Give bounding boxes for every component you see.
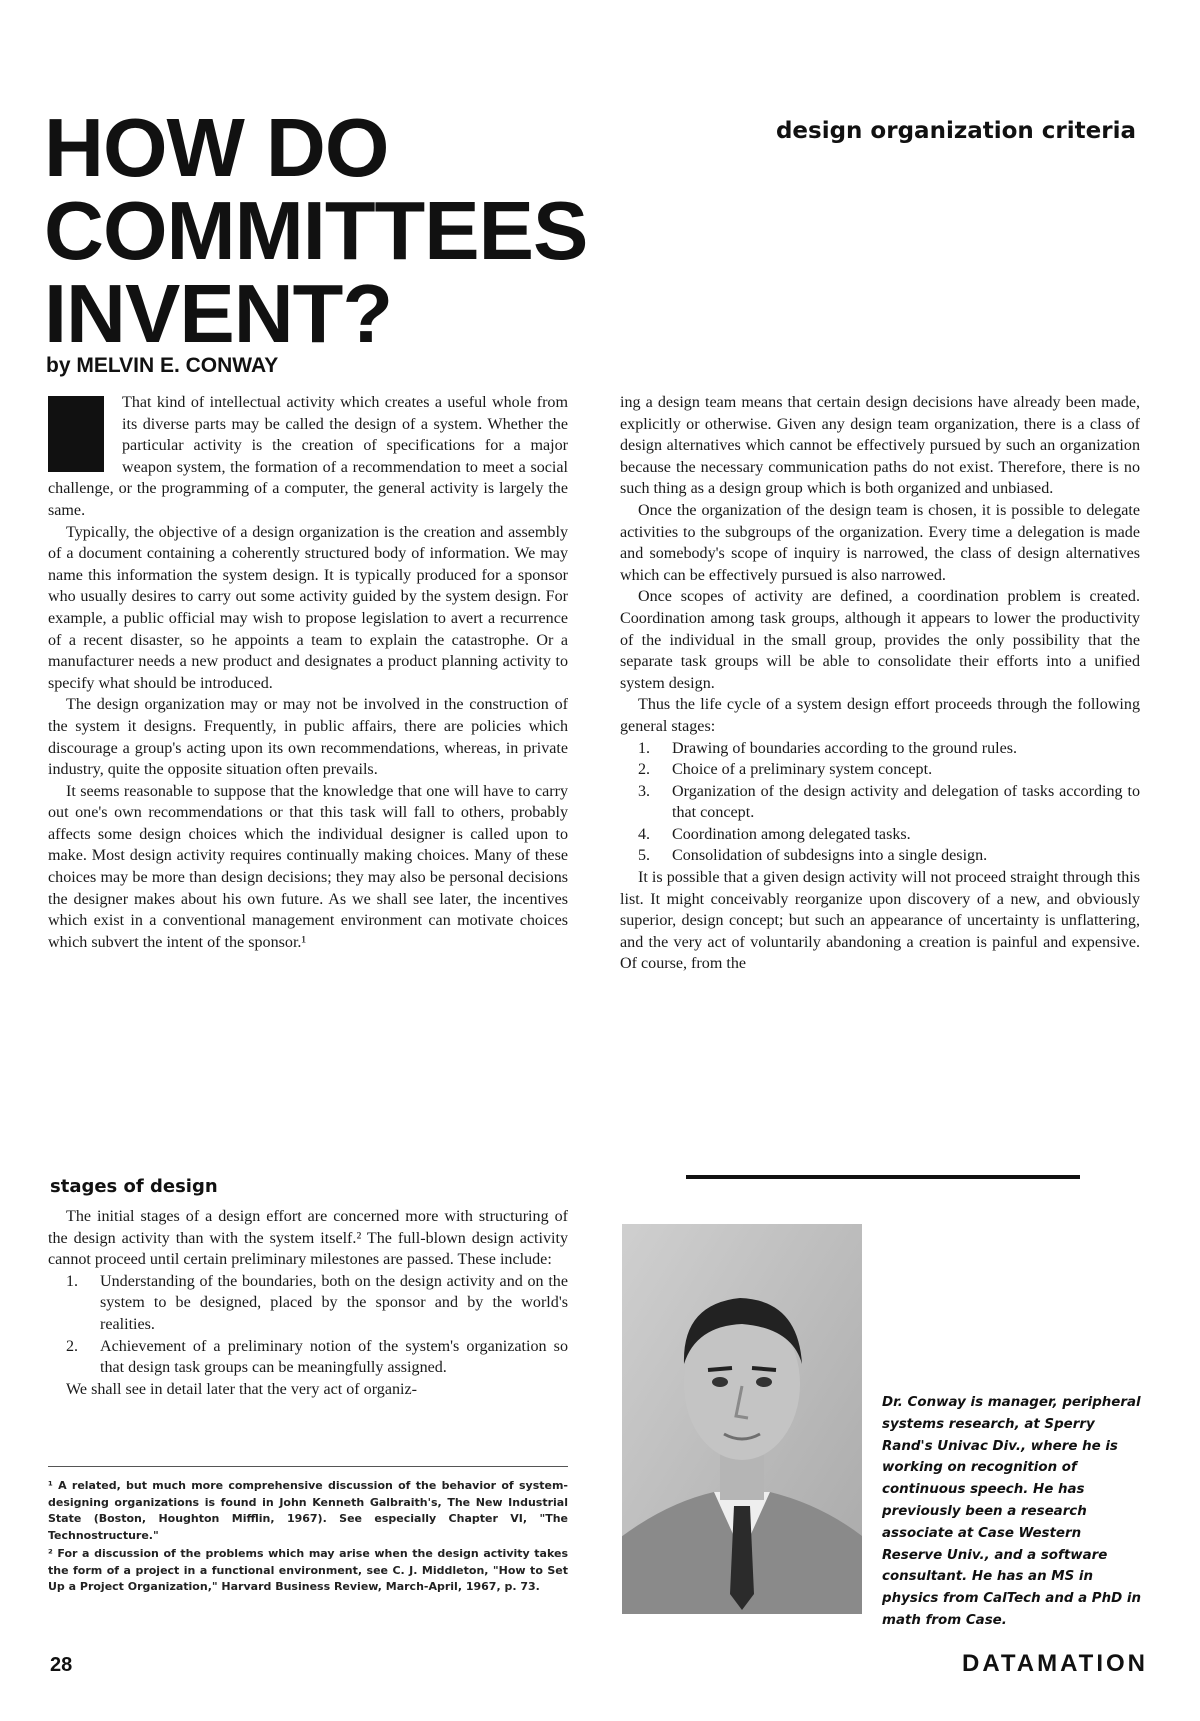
article-title	[44, 101, 644, 360]
page-number: 28	[50, 1654, 73, 1676]
author-bio-caption: Dr. Conway is manager, peripheral systems research, at Sperry Rand's Univac Div., where he is working on recognition of continuous speech. He has previously been a research associate at Case Western Reserve Univ., and a software consultant. He has an MS in physics from CalTech and a PhD in math from Case.	[882, 1395, 1142, 1628]
paragraph: It seems reasonable to suppose that the knowledge that one will have to carry out one's own recommendations or that this task will fall to others, probably affects some design choices which the individual designer is called upon to make. Most design activity requires continually making choices. Many of these choices may be more than design decisions; they may also be personal decisions the designer makes about his own future. As we shall see later, the incentives which exist in a conventional management environment can motivate choices which subvert the intent of the sponsor.¹	[48, 782, 568, 951]
paragraph: Once scopes of activity are defined, a coordination problem is created. Coordination among task groups, although it appears to lower the productivity of the individual in the small group, provides the only possibility that the separate task groups will be able to consolidate their efforts into a unified system design.	[620, 588, 1140, 692]
list-item: 1. Drawing of boundaries according to the ground rules.	[638, 739, 1018, 757]
stages-list	[48, 1271, 568, 1379]
footnote: ¹ A related, but much more comprehensive discussion of the behavior of system-designing organizations is found in John Kenneth Galbraith's, The New Industrial State (Boston, Houghton Mifflin, 1967). See especially Chapter VI, "The Technostructure."	[48, 1479, 568, 1542]
list-item: 1. Understanding of the boundaries, both on the design activity and on the system to be designed, placed by the sponsor and by the world's realities.	[66, 1272, 568, 1333]
magazine-logo: DATAMATION	[962, 1650, 1148, 1677]
paragraph: ing a design team means that certain design decisions have already been made, explicitly or otherwise. Given any design team organization, there is a class of design alternatives which cannot be effectively pursued by such an organization because the necessary communication paths do not exist. Therefore, there is no such thing as a design group which is both organized and unbiased.	[620, 394, 1140, 498]
byline: by MELVIN E. CONWAY	[46, 354, 279, 377]
footnote-divider	[48, 1466, 568, 1467]
title-line-3: INVENT?	[44, 267, 393, 360]
column-right	[620, 392, 1140, 975]
divider-rule	[686, 1175, 1080, 1179]
section-heading: stages of design	[50, 1176, 218, 1197]
paragraph: Once the organization of the design team is chosen, it is possible to delegate activities to the subgroups of the organization. Every time a delegation is made and somebody's scope of inquiry is narrowed, the class of design alternatives which can be effectively pursued is also narrowed.	[620, 501, 1140, 584]
footnote: ² For a discussion of the problems which may arise when the design activity takes the form of a project in a functional environment, see C. J. Middleton, "How to Set Up a Project Organization," Harvard Business Review, March-April, 1967, p. 73.	[48, 1547, 568, 1593]
paragraph: That kind of intellectual activity which creates a useful whole from its diverse parts may be called the design of a system. Whether the particular activity is the creation of specifications for a major weapon system, the formation of a recommendation to meet a social challenge, or the programming of a computer, the general activity is largely the same.	[48, 394, 568, 519]
paragraph: Typically, the objective of a design organization is the creation and assembly of a document containing a coherently structured body of information. We may name this information the system design. It is typically produced for a sponsor who usually desires to carry out some activity guided by the system design. For example, a public official may wish to propose legislation to avert a recurrence of a recent disaster, so he appoints a team to explain the catastrophe. Or a manufacturer needs a new product and designates a product planning activity to specify what should be introduced.	[48, 523, 568, 692]
list-item: 4. Coordination among delegated tasks.	[638, 825, 911, 843]
list-item: 2. Choice of a preliminary system concept.	[638, 761, 933, 779]
author-portrait-photo	[622, 1224, 862, 1614]
paragraph: We shall see in detail later that the very act of organiz-	[66, 1380, 417, 1398]
title-line-1: HOW DO	[44, 101, 389, 194]
title-line-2: COMMITTEES	[44, 184, 588, 277]
list-item: 5. Consolidation of subdesigns into a single design.	[638, 847, 988, 865]
list-item: 3. Organization of the design activity and delegation of tasks according to that concept.	[638, 782, 1140, 822]
list-item: 2. Achievement of a preliminary notion of the system's organization so that design task groups can be meaningfully assigned.	[66, 1337, 568, 1377]
column-left-stages	[48, 1206, 568, 1400]
life-cycle-list	[620, 738, 1140, 868]
paragraph: The initial stages of a design effort are concerned more with structuring of the design activity than with the system itself.² The full-blown design activity cannot proceed until certain preliminary milestones are passed. These include:	[48, 1208, 568, 1269]
drop-cap-block	[48, 396, 104, 472]
column-left	[48, 392, 568, 953]
paragraph: Thus the life cycle of a system design effort proceeds through the following general stages:	[620, 696, 1140, 735]
footnotes	[48, 1478, 568, 1598]
paragraph: The design organization may or may not be involved in the construction of the system it designs. Frequently, in public affairs, there are policies which discourage a group's acting upon its own recommendations, whereas, in private industry, quite the opposite situation often prevails.	[48, 696, 568, 779]
portrait-illustration	[622, 1224, 862, 1614]
section-kicker: design organization criteria	[775, 118, 1136, 144]
paragraph: It is possible that a given design activity will not proceed straight through this list. It might conceivably reorganize upon discovery of a new, and obviously superior, design concept; but such an appearance of uncertainty is unflattering, and the very act of voluntarily abandoning a creation is painful and expensive. Of course, from the	[620, 869, 1140, 973]
